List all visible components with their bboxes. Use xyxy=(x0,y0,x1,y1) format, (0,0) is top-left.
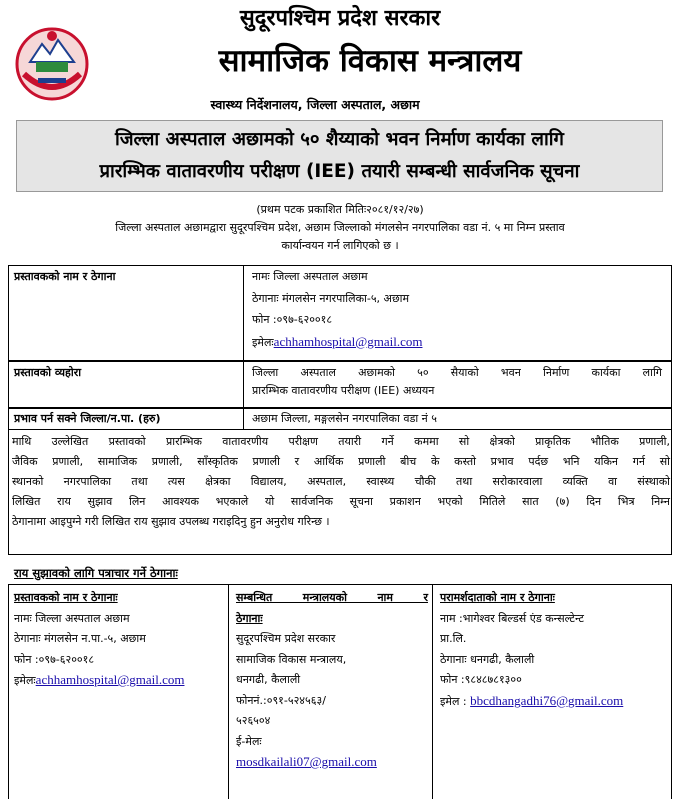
table-row-divider xyxy=(8,360,672,362)
column-line: नाम :भागेश्वर बिल्डर्स एंड कन्सल्टेन्ट xyxy=(440,611,584,625)
nepal-government-emblem-icon xyxy=(12,22,92,102)
column-title-cont: ठेगानाः xyxy=(236,611,263,625)
column-line: सुदूरपश्चिम प्रदेश सरकार xyxy=(236,632,336,645)
paragraph-line: स्थानको नगरपालिका तथा त्यस क्षेत्रका विद्यालय, अस्पताल, स्वास्थ्य चौकी तथा सरोकारवाला व्यक्ति वा संस्थाको xyxy=(12,475,670,488)
column-line: प्रा.लि. xyxy=(440,632,467,645)
column-email-line xyxy=(14,670,226,692)
paragraph-line: जैविक प्रणाली, सामाजिक प्रणाली, साँस्कृतिक प्रणाली र आर्थिक प्रणाली बीच के कस्तो प्रभाव पर्दछ भनि यकिन गर्न सो xyxy=(12,455,670,468)
consultant-email-link[interactable]: bbcdhangadhi76@gmail.com xyxy=(470,692,624,708)
column-email-line xyxy=(440,691,668,713)
table-col-divider xyxy=(243,265,244,430)
government-title: सुदूरपश्चिम प्रदेश सरकार xyxy=(239,6,441,31)
column-line: ठेगानाः मंगलसेन न.पा.-५, अछाम xyxy=(14,632,146,645)
proposer-phone: फोन :०९७-६२००१८ xyxy=(252,313,333,326)
address-grid-divider xyxy=(228,584,229,799)
proposer-email-link[interactable]: achhamhospital@gmail.com xyxy=(273,333,423,349)
notice-banner xyxy=(16,120,663,192)
correspondence-heading: राय सुझावको लागि पत्राचार गर्ने ठेगानाः xyxy=(14,566,178,580)
paragraph-line: माथि उल्लेखित प्रस्तावको प्रारम्भिक वातावरणीय परीक्षण तयारी गर्ने कममा सो क्षेत्रको प्राकृतिक भौतिक प्रणाली, xyxy=(12,435,670,448)
address-grid-top xyxy=(8,584,672,585)
consultant-address-column xyxy=(440,588,668,712)
intro-line-1: जिल्ला अस्पताल अछामद्वारा सुदूरपश्चिम प्रदेश, अछाम जिल्लाको मंगलसेन नगरपालिका वडा नं. ५ मा निम्न प्रस्ताव xyxy=(115,221,565,234)
address-grid-divider xyxy=(432,584,433,799)
column-line: फोननं.:०९१-५२४५६३/ xyxy=(236,693,326,707)
proposer-email-line xyxy=(252,333,422,352)
column-title: प्रस्तावकको नाम र ठेगानाः xyxy=(14,591,118,604)
column-title: सम्बन्धित मन्त्रालयको नाम र xyxy=(236,591,428,604)
column-line: फोन :०९७-६२००१८ xyxy=(14,652,95,666)
email-prefix: इमेल : xyxy=(440,694,471,708)
proposal-line-2: प्रारम्भिक वातावरणीय परीक्षण (IEE) अध्ययन xyxy=(252,383,435,397)
address-grid-left xyxy=(8,584,9,799)
paragraph-border-bottom xyxy=(8,554,672,555)
proposer-address: ठेगानाः मंगलसेन नगरपालिका-५, अछाम xyxy=(252,291,410,305)
proposer-address-column xyxy=(14,588,226,692)
table-row-divider xyxy=(8,429,672,430)
ministry-email-link[interactable]: mosdkailali07@gmail.com xyxy=(236,754,377,769)
paragraph-line: लिखित राय सुझाव लिन आवश्यक भएकाले यो सार्वजनिक सूचना प्रकाशन भएको मितिले सात (७) दिन भित्र निम्न xyxy=(12,495,670,508)
table-border-top xyxy=(8,265,672,266)
column-line: नामः जिल्ला अस्पताल अछाम xyxy=(14,611,130,625)
banner-line-2: प्रारम्भिक वातावरणीय परीक्षण (IEE) तयारी सम्बन्धी सार्वजनिक सूचना xyxy=(99,161,580,182)
directorate-subtitle: स्वास्थ्य निर्देशनालय, जिल्ला अस्पताल, अछाम xyxy=(210,97,420,112)
proposer-label: प्रस्तावकको नाम र ठेगाना xyxy=(14,270,116,283)
proposal-description xyxy=(252,364,662,399)
proposer-name: नामः जिल्ला अस्पताल अछाम xyxy=(252,270,368,283)
table-border-right xyxy=(671,265,672,430)
proposer-details xyxy=(252,268,422,351)
ministry-address-column xyxy=(236,588,428,773)
column-title: परामर्शदाताको नाम र ठेगानाः xyxy=(440,591,555,604)
ministry-title: सामाजिक विकास मन्त्रालय xyxy=(218,43,522,79)
column-line: सामाजिक विकास मन्त्रालय, xyxy=(236,652,347,666)
column-line: ठेगानाः धनगढी, कैलाली xyxy=(440,652,535,666)
intro-line-2: कार्यान्वयन गर्न लागिएको छ । xyxy=(281,239,399,252)
proposal-line-1: जिल्ला अस्पताल अछामको ५० सैयाको भवन निर्माण कार्यका लागि xyxy=(252,366,662,379)
table-row-divider xyxy=(8,407,672,409)
address-grid-right xyxy=(671,584,672,799)
proposal-description-label: प्रस्तावको व्यहोरा xyxy=(14,366,82,379)
table-border-left xyxy=(8,265,9,430)
published-date: (प्रथम पटक प्रकाशित मितिः२०८१/१२/२७) xyxy=(256,203,424,216)
column-line: ई-मेलः xyxy=(236,734,262,748)
paragraph-border-left xyxy=(8,430,9,554)
banner-line-1: जिल्ला अस्पताल अछामको ५० शैय्याको भवन निर्माण कार्यका लागि xyxy=(115,129,564,150)
intro-text xyxy=(8,219,672,255)
column-line: धनगढी, कैलाली xyxy=(236,673,301,686)
paragraph-border-right xyxy=(671,430,672,554)
column-line: ५२६५०४ xyxy=(236,714,271,727)
email-prefix: इमेलः xyxy=(252,335,274,349)
request-paragraph xyxy=(12,432,670,532)
affected-area-label: प्रभाव पर्न सक्ने जिल्ला/न.पा. (हरु) xyxy=(14,412,161,425)
paragraph-line: ठेगानामा आइपुग्ने गरी लिखित राय सुझाव उपलब्ध गराइदिनु हुन अनुरोध गरिन्छ । xyxy=(12,515,330,528)
column-line: फोन :९८४८७८१३०० xyxy=(440,673,522,686)
affected-area-value: अछाम जिल्ला, मङ्गलसेन नगरपालिका वडा नं ५ xyxy=(252,412,438,425)
email-prefix: इमेलः xyxy=(14,674,36,687)
proposer-email-link[interactable]: achhamhospital@gmail.com xyxy=(35,672,185,687)
